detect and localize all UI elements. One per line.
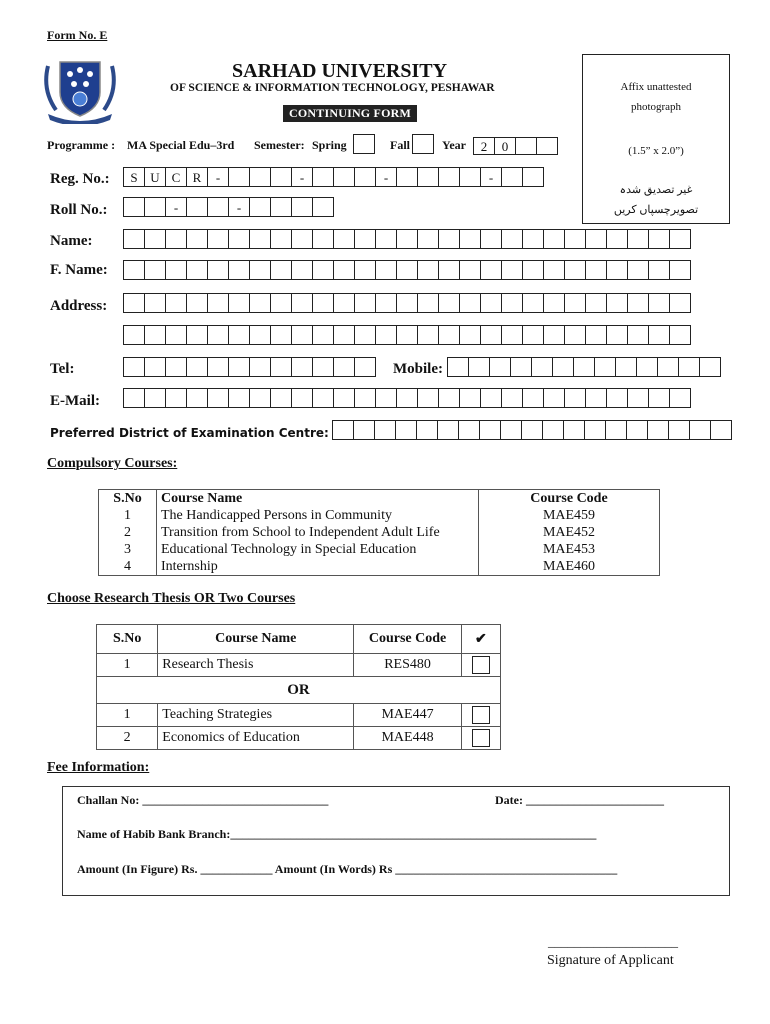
reg-char[interactable]: C	[165, 167, 187, 187]
roll-char[interactable]	[291, 197, 313, 217]
fall-label: Fall	[390, 138, 410, 152]
district-input[interactable]	[332, 420, 732, 440]
bank-branch-field[interactable]: Name of Habib Bank Branch:_____________________________________________________________	[77, 827, 597, 841]
signature-label: Signature of Applicant	[547, 953, 674, 968]
teaching-strategies-checkbox[interactable]	[472, 706, 490, 724]
mobile-input[interactable]	[447, 357, 721, 377]
reg-char[interactable]	[501, 167, 523, 187]
name-label: Name:	[50, 233, 93, 249]
roll-char[interactable]	[186, 197, 208, 217]
reg-char[interactable]	[438, 167, 460, 187]
col-course-name: Course Name	[157, 490, 479, 508]
programme-label: Programme :	[47, 138, 116, 152]
form-type-banner: CONTINUING FORM	[283, 105, 417, 122]
reg-char[interactable]	[249, 167, 271, 187]
table-row: 3 Educational Technology in Special Education MAE453	[99, 541, 660, 558]
address-input-line1[interactable]	[123, 293, 691, 313]
fall-checkbox[interactable]	[412, 134, 434, 154]
table-row: 4 Internship MAE460	[99, 558, 660, 576]
amount-field[interactable]: Amount (In Figure) Rs. ____________ Amount (In Words) Rs _____________________________________	[77, 862, 618, 876]
reg-char[interactable]	[312, 167, 334, 187]
roll-char[interactable]	[249, 197, 271, 217]
compulsory-heading: Compulsory Courses:	[47, 456, 178, 471]
roll-char[interactable]	[123, 197, 145, 217]
photo-box	[582, 54, 730, 224]
reg-char[interactable]: -	[207, 167, 229, 187]
date-field[interactable]: Date: _______________________	[495, 793, 664, 807]
reg-no-input[interactable]	[123, 167, 544, 187]
or-separator: OR	[97, 677, 501, 704]
photo-urdu-1: غیر تصدیق شدہ	[619, 184, 693, 196]
year-digit[interactable]: 0	[494, 137, 516, 155]
father-name-label: F. Name:	[50, 262, 108, 278]
tel-input[interactable]	[123, 357, 376, 377]
table-row: 1 Teaching Strategies MAE447	[97, 704, 501, 727]
reg-char[interactable]	[354, 167, 376, 187]
reg-char[interactable]	[270, 167, 292, 187]
year-digit[interactable]: 2	[473, 137, 495, 155]
roll-char[interactable]	[144, 197, 166, 217]
fee-box	[62, 786, 730, 896]
district-label: Preferred District of Examination Centre:	[50, 426, 329, 440]
photo-urdu-2: تصویرچسپاں کریں	[613, 204, 699, 216]
spring-label: Spring	[312, 138, 347, 152]
table-row: 2 Economics of Education MAE448	[97, 727, 501, 750]
col-sno: S.No	[97, 625, 158, 654]
roll-char[interactable]: -	[165, 197, 187, 217]
reg-char[interactable]: R	[186, 167, 208, 187]
address-input-line2[interactable]	[123, 325, 691, 345]
reg-char[interactable]: -	[291, 167, 313, 187]
research-heading: Choose Research Thesis OR Two Courses	[47, 591, 296, 606]
reg-char[interactable]	[522, 167, 544, 187]
reg-char[interactable]: U	[144, 167, 166, 187]
spring-checkbox[interactable]	[353, 134, 375, 154]
reg-char[interactable]	[333, 167, 355, 187]
col-sno: S.No	[99, 490, 157, 508]
check-mark-icon: ✔	[461, 625, 500, 654]
table-row: 2 Transition from School to Independent Adult Life MAE452	[99, 524, 660, 541]
photo-size: (1.5” x 2.0”)	[628, 145, 684, 157]
compulsory-table	[98, 489, 660, 576]
email-label: E-Mail:	[50, 393, 100, 409]
name-input[interactable]	[123, 229, 691, 249]
research-thesis-checkbox[interactable]	[472, 656, 490, 674]
fee-heading: Fee Information:	[47, 760, 150, 775]
photo-instruction: Affix unattested	[620, 81, 692, 93]
roll-char[interactable]: -	[228, 197, 250, 217]
mobile-label: Mobile:	[393, 361, 443, 377]
semester-label: Semester:	[254, 138, 305, 152]
reg-char[interactable]	[228, 167, 250, 187]
col-course-code: Course Code	[354, 625, 462, 654]
email-input[interactable]	[123, 388, 691, 408]
photo-instruction-2: photograph	[630, 101, 682, 113]
reg-char[interactable]	[396, 167, 418, 187]
university-logo	[40, 56, 120, 124]
form-number: Form No. E	[47, 28, 108, 42]
reg-no-label: Reg. No.:	[50, 171, 110, 187]
economics-education-checkbox[interactable]	[472, 729, 490, 747]
research-table	[96, 624, 501, 750]
roll-char[interactable]	[270, 197, 292, 217]
university-subtitle: OF SCIENCE & INFORMATION TECHNOLOGY, PESHAWAR	[170, 82, 495, 94]
programme-value: MA Special Edu–3rd	[127, 138, 235, 152]
roll-no-input[interactable]	[123, 197, 334, 217]
table-row: 1 Research Thesis RES480	[97, 654, 501, 677]
father-name-input[interactable]	[123, 260, 691, 280]
table-row: 1 The Handicapped Persons in Community MAE459	[99, 507, 660, 524]
address-label: Address:	[50, 298, 108, 314]
year-boxes[interactable]	[473, 137, 558, 155]
reg-char[interactable]	[459, 167, 481, 187]
challan-field[interactable]: Challan No: _______________________________	[77, 793, 329, 807]
reg-char[interactable]: -	[480, 167, 502, 187]
year-digit[interactable]	[536, 137, 558, 155]
roll-no-label: Roll No.:	[50, 202, 108, 218]
roll-char[interactable]	[312, 197, 334, 217]
col-course-name: Course Name	[158, 625, 354, 654]
reg-char[interactable]: -	[375, 167, 397, 187]
university-name: SARHAD UNIVERSITY	[232, 60, 448, 82]
reg-char[interactable]	[417, 167, 439, 187]
year-digit[interactable]	[515, 137, 537, 155]
reg-char[interactable]: S	[123, 167, 145, 187]
roll-char[interactable]	[207, 197, 229, 217]
year-label: Year	[442, 138, 466, 152]
col-course-code: Course Code	[530, 491, 608, 506]
signature-line[interactable]: ____________________	[548, 934, 678, 949]
tel-label: Tel:	[50, 361, 75, 377]
